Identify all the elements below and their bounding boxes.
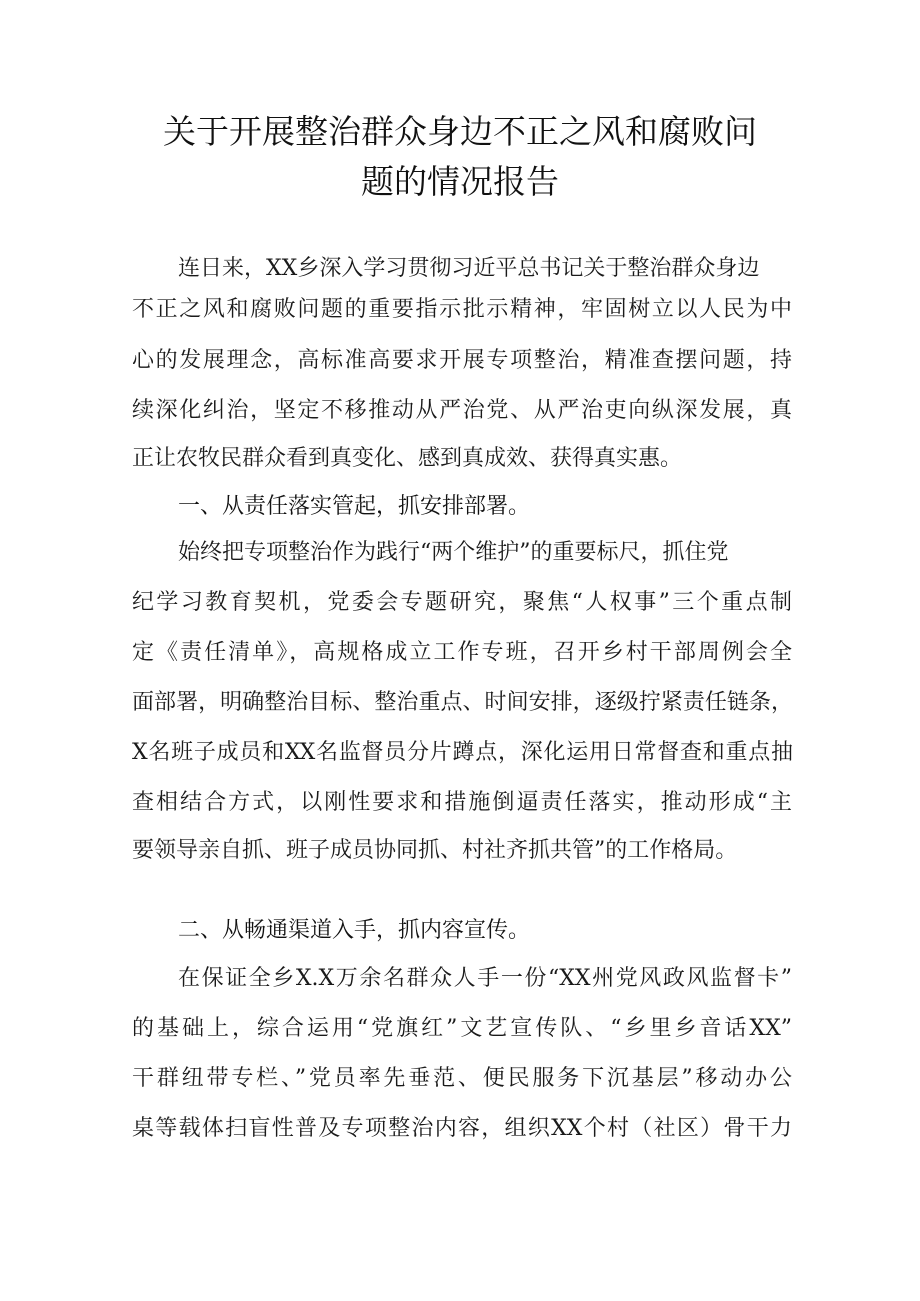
section-1-line: 要领导亲自抓、班子成员协同抓、村社齐抓共管”的工作格局。	[132, 838, 738, 863]
section-1-line: 面部署，明确整治目标、整治重点、时间安排，逐级拧紧责任链条，	[132, 690, 792, 715]
document-title-line-2: 题的情况报告	[361, 162, 559, 201]
section-1-line: X名班子成员和XX名监督员分片蹲点，深化运用日常督查和重点抽	[132, 740, 792, 765]
intro-line: 正让农牧民群众看到真变化、感到真成效、获得真实惠。	[132, 446, 683, 471]
section-2-line: 的基础上，综合运用“党旗红”文艺宣传队、“乡里乡音话XX”	[132, 1016, 792, 1041]
section-1-heading: 一、从责任落实管起，抓安排部署。	[178, 494, 531, 519]
section-2-heading: 二、从畅通渠道入手，抓内容宣传。	[178, 918, 531, 943]
section-1-line: 定《责任清单》，高规格成立工作专班，召开乡村干部周例会全	[132, 640, 792, 665]
intro-line: 连日来，XX乡深入学习贯彻习近平总书记关于整治群众身边	[178, 256, 760, 281]
document-title-line-1: 关于开展整治群众身边不正之风和腐败问	[163, 112, 757, 151]
section-1-line: 纪学习教育契机，党委会专题研究，聚焦“人权事”三个重点制	[132, 590, 792, 615]
intro-line: 心的发展理念，高标准高要求开展专项整治，精准查摆问题，持	[132, 348, 792, 373]
intro-line: 续深化纠治，坚定不移推动从严治党、从严治吏向纵深发展，真	[132, 398, 792, 423]
intro-line: 不正之风和腐败问题的重要指示批示精神，牢固树立以人民为中	[132, 297, 792, 322]
section-2-line: 干群纽带专栏、”党员率先垂范、便民服务下沉基层”移动办公	[132, 1066, 792, 1091]
section-2-line: 桌等载体扫盲性普及专项整治内容，组织XX个村（社区）骨干力	[132, 1116, 792, 1141]
section-2-line: 在保证全乡X.X万余名群众人手一份“XX州党风政风监督卡”	[178, 966, 792, 991]
section-1-line: 始终把专项整治作为践行“两个维护”的重要标尺，抓住党	[178, 540, 729, 565]
section-1-line: 查相结合方式，以刚性要求和措施倒逼责任落实，推动形成“主	[132, 790, 792, 815]
